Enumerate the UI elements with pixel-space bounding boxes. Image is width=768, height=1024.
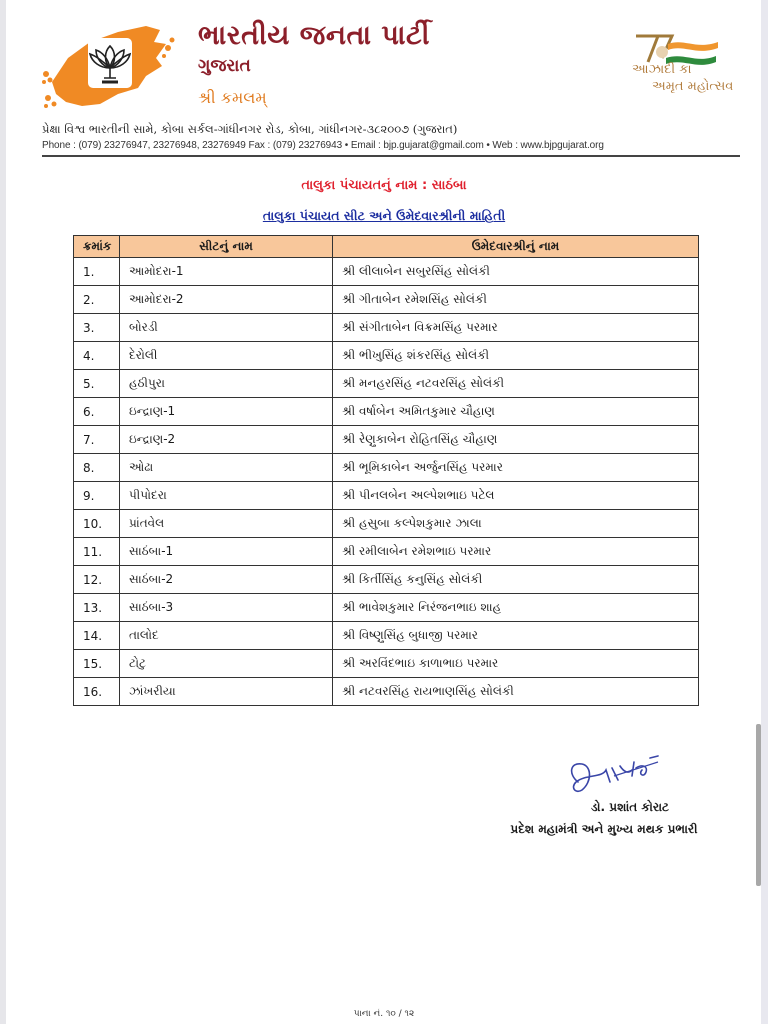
- cell-candidate-name: શ્રી રેણુકાબેન રોહિતસિંહ ચૌહાણ: [333, 426, 699, 454]
- letterhead-divider: [42, 155, 740, 157]
- org-name: ભારતીય જનતા પાર્ટી: [198, 20, 430, 51]
- cell-serial-number: 1.: [74, 258, 120, 286]
- table-caption: તાલુકા પંચાયત સીટ અને ઉમેદવારશ્રીની માહિતી: [262, 208, 506, 223]
- signature-scribble-icon: [562, 752, 662, 800]
- office-address: પ્રેક્ષા વિશ્વ ભારતીની સામે, કોબા સર્કલ-ગાંધીનગર રોડ, કોબા, ગાંધીનગર-૩૮૨૦૦૭ (ગુજરાત): [42, 122, 458, 136]
- cell-serial-number: 5.: [74, 370, 120, 398]
- table-row: [74, 426, 699, 454]
- org-state: ગુજરાત: [198, 56, 251, 76]
- signer-designation: પ્રદેશ મહામંત્રી અને મુખ્ય મથક પ્રભારી: [510, 822, 698, 836]
- cell-seat-name: બોરડી: [120, 314, 333, 342]
- cell-candidate-name: શ્રી રમીલાબેન રમેશભાઇ પરમાર: [333, 538, 699, 566]
- cell-seat-name: હઠીપુરા: [120, 370, 333, 398]
- table-row: [74, 482, 699, 510]
- cell-seat-name: ઇન્દ્રાણ-1: [120, 398, 333, 426]
- cell-candidate-name: શ્રી પીનલબેન અલ્પેશભાઇ પટેલ: [333, 482, 699, 510]
- cell-candidate-name: શ્રી ભીખુસિંહ શંકરસિંહ સોલંકી: [333, 342, 699, 370]
- signer-name: ડો. પ્રશાંત કોરાટ: [590, 800, 670, 814]
- cell-candidate-name: શ્રી અરવિંદભાઇ કાળાભાઇ પરમાર: [333, 650, 699, 678]
- cell-seat-name: ઝાંખરીયા: [120, 678, 333, 706]
- cell-seat-name: સાઠંબા-2: [120, 566, 333, 594]
- cell-serial-number: 12.: [74, 566, 120, 594]
- cell-seat-name: તાલોદ: [120, 622, 333, 650]
- cell-seat-name: ઓઢા: [120, 454, 333, 482]
- cell-serial-number: 9.: [74, 482, 120, 510]
- table-row: [74, 286, 699, 314]
- cell-serial-number: 14.: [74, 622, 120, 650]
- cell-serial-number: 11.: [74, 538, 120, 566]
- cell-candidate-name: શ્રી વર્ષાબેન અમિતકુમાર ચૌહાણ: [333, 398, 699, 426]
- header-seat-name: સીટનું નામ: [120, 236, 333, 258]
- org-office: શ્રી કમલમ્: [198, 88, 267, 107]
- viewer-scrollbar-track[interactable]: [761, 0, 768, 1024]
- cell-candidate-name: શ્રી હસુબા કલ્પેશકુમાર ઝાલા: [333, 510, 699, 538]
- header-serial: ક્રમાંક: [74, 236, 120, 258]
- azadi-badge-line2: અમૃત મહોત્સવ: [652, 79, 734, 94]
- table-row: [74, 510, 699, 538]
- cell-candidate-name: શ્રી ગીતાબેન રમેશસિંહ સોલંકી: [333, 286, 699, 314]
- scrollbar-thumb[interactable]: [756, 724, 761, 886]
- cell-seat-name: દેરોલી: [120, 342, 333, 370]
- cell-seat-name: ટોટુ: [120, 650, 333, 678]
- cell-candidate-name: શ્રી ભૂમિકાબેન અર્જુનસિંહ પરમાર: [333, 454, 699, 482]
- cell-candidate-name: શ્રી ભાવેશકુમાર નિરંજનભાઇ શાહ: [333, 594, 699, 622]
- table-row: [74, 594, 699, 622]
- cell-serial-number: 4.: [74, 342, 120, 370]
- header-candidate-name: ઉમેદવારશ્રીનું નામ: [333, 236, 699, 258]
- cell-serial-number: 3.: [74, 314, 120, 342]
- table-row: [74, 370, 699, 398]
- page-number: પાના નં. ૧૦ / ૧૨: [353, 1009, 415, 1019]
- cell-serial-number: 2.: [74, 286, 120, 314]
- azadi-badge-line1: આઝાદી કા: [632, 62, 692, 77]
- taluka-panchayat-title: તાલુકા પંચાયતનું નામ : સાઠંબા: [301, 178, 467, 193]
- cell-serial-number: 13.: [74, 594, 120, 622]
- viewer-left-edge: [0, 0, 6, 1024]
- cell-seat-name: આમોદરા-2: [120, 286, 333, 314]
- cell-candidate-name: શ્રી વિષ્ણુસિંહ બુધાજી પરમાર: [333, 622, 699, 650]
- cell-serial-number: 10.: [74, 510, 120, 538]
- table-body: [74, 258, 699, 706]
- cell-seat-name: આમોદરા-1: [120, 258, 333, 286]
- table-row: [74, 622, 699, 650]
- candidate-table: [73, 235, 699, 706]
- table-row: [74, 538, 699, 566]
- cell-candidate-name: શ્રી નટવરસિંહ રાયભાણસિંહ સોલંકી: [333, 678, 699, 706]
- cell-serial-number: 8.: [74, 454, 120, 482]
- table-row: [74, 314, 699, 342]
- cell-candidate-name: શ્રી લીલાબેન સબુરસિંહ સોલંકી: [333, 258, 699, 286]
- cell-seat-name: પીપોદરા: [120, 482, 333, 510]
- table-row: [74, 398, 699, 426]
- table-row: [74, 678, 699, 706]
- table-row: [74, 454, 699, 482]
- cell-serial-number: 16.: [74, 678, 120, 706]
- cell-serial-number: 15.: [74, 650, 120, 678]
- contact-details: Phone : (079) 23276947, 23276948, 23276949 Fax : (079) 23276943 • Email : bjp.gujarat@gmail.com • Web : www.bjpgujarat.org: [42, 140, 604, 151]
- table-row: [74, 258, 699, 286]
- cell-candidate-name: શ્રી સંગીતાબેન વિક્રમસિંહ પરમાર: [333, 314, 699, 342]
- cell-seat-name: સાઠંબા-3: [120, 594, 333, 622]
- table-header-row: [74, 236, 699, 258]
- flag-saffron-band: [668, 42, 718, 51]
- cell-seat-name: ઇન્દ્રાણ-2: [120, 426, 333, 454]
- bjp-lotus-logo-icon: [38, 20, 178, 112]
- cell-candidate-name: શ્રી મનહરસિંહ નટવરસિંહ સોલંકી: [333, 370, 699, 398]
- cell-seat-name: સાઠંબા-1: [120, 538, 333, 566]
- cell-serial-number: 6.: [74, 398, 120, 426]
- cell-candidate-name: શ્રી કિર્તીસિંહ કનુસિંહ સોલંકી: [333, 566, 699, 594]
- table-row: [74, 650, 699, 678]
- cell-seat-name: પ્રાંતવેલ: [120, 510, 333, 538]
- table-row: [74, 566, 699, 594]
- table-row: [74, 342, 699, 370]
- cell-serial-number: 7.: [74, 426, 120, 454]
